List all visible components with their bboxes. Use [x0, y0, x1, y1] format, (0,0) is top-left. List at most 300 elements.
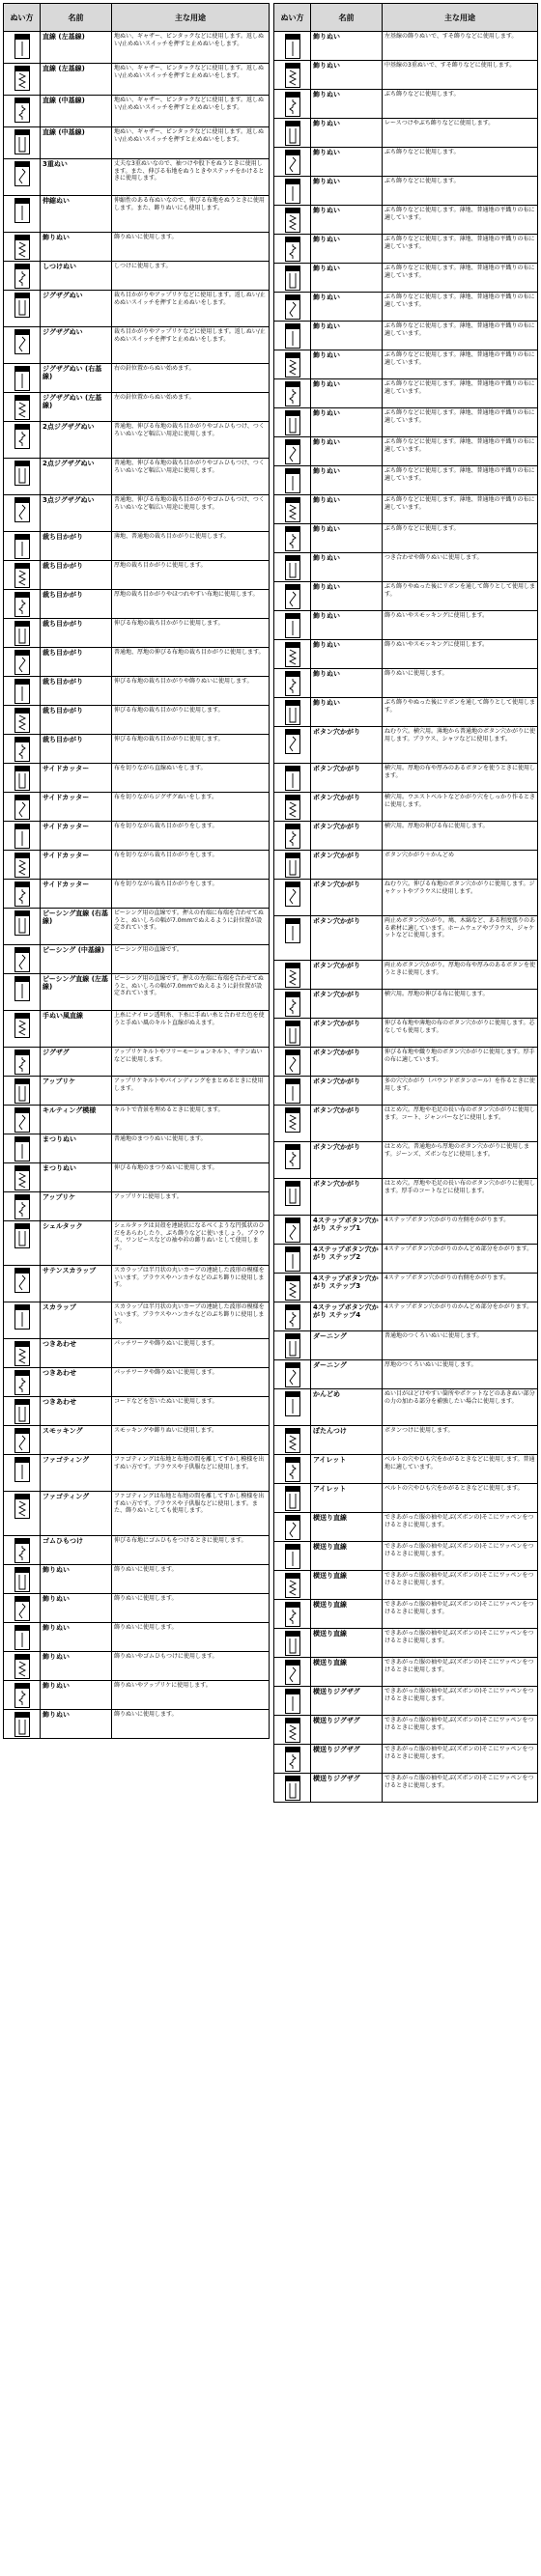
stitch-use: 地ぬい、ギャザー、ピンタックなどに使用します。返しぬい/止めぬいスイッチを押すと止めぬいをします。	[112, 32, 270, 64]
stitch-pattern-icon	[285, 1544, 300, 1569]
stitch-name: ダーニング	[311, 1331, 383, 1360]
table-row	[4, 1623, 270, 1652]
table-row	[4, 764, 270, 793]
stitch-name: アップリケ	[41, 1192, 112, 1221]
stitch-icon-cell	[274, 1360, 311, 1389]
stitch-icon-cell	[274, 764, 311, 793]
table-row	[4, 196, 270, 233]
stitch-use: アップリケに使用します。	[112, 1192, 270, 1221]
stitch-name: 横送りジグザグ	[311, 1716, 383, 1745]
stitch-icon-cell	[4, 1163, 41, 1192]
stitch-pattern-icon	[14, 1341, 30, 1366]
stitch-name: ボタン穴かがり	[311, 1019, 383, 1048]
table-row	[274, 764, 538, 793]
table-row	[4, 1221, 270, 1266]
stitch-use: 普通地のつくろいぬいに使用します。	[383, 1331, 538, 1360]
stitch-name: サイドカッター	[41, 793, 112, 822]
stitch-icon-cell	[274, 1302, 311, 1331]
stitch-pattern-icon	[285, 121, 300, 146]
stitch-name: 直線 (中基線)	[41, 96, 112, 127]
stitch-name: 飾りぬい	[311, 698, 383, 727]
stitch-use: 飾りぬいに使用します。	[112, 1565, 270, 1594]
stitch-name: 4ステップボタン穴かがり ステップ4	[311, 1302, 383, 1331]
stitch-icon-cell	[274, 990, 311, 1019]
table-row	[4, 1339, 270, 1368]
table-row	[274, 119, 538, 148]
stitch-name: 裁ち目かがり	[41, 590, 112, 619]
table-row	[4, 822, 270, 851]
table-row	[4, 1134, 270, 1163]
table-row	[4, 1106, 270, 1134]
stitch-icon-cell	[4, 1623, 41, 1652]
stitch-name: 2点ジグザグぬい	[41, 459, 112, 495]
stitch-name: 裁ち目かがり	[41, 561, 112, 590]
stitch-icon-cell	[4, 262, 41, 291]
table-row	[274, 640, 538, 669]
stitch-icon-cell	[4, 1681, 41, 1710]
table-row	[4, 619, 270, 648]
stitch-icon-cell	[4, 1011, 41, 1048]
table-row	[274, 582, 538, 611]
stitch-use: 上糸にナイロン透明糸、下糸に手ぬい糸と合わせた色を使うと手ぬい風のキルト直線がぬえます。	[112, 1011, 270, 1048]
table-row	[274, 1389, 538, 1426]
table-row	[4, 495, 270, 532]
stitch-use: はとめ穴。普通地から厚地のボタン穴かがりに使用します。ジーンズ、ズボンなどに使用します。	[383, 1142, 538, 1179]
stitch-name: 裁ち目かがり	[41, 677, 112, 706]
stitch-use: レースつけやぶち飾りなどに使用します。	[383, 119, 538, 148]
stitch-pattern-icon	[285, 1515, 300, 1540]
stitch-icon-cell	[274, 553, 311, 582]
stitch-use: 飾りぬいに使用します。	[383, 669, 538, 698]
stitch-pattern-icon	[14, 1567, 30, 1592]
stitch-icon-cell	[274, 1600, 311, 1629]
stitch-name: ボタン穴かがり	[311, 961, 383, 990]
stitch-name: シェルタック	[41, 1221, 112, 1266]
stitch-icon-cell	[4, 1339, 41, 1368]
stitch-name: ダーニング	[311, 1360, 383, 1389]
stitch-use: パッチワークや飾りぬいに使用します。	[112, 1339, 270, 1368]
table-row	[274, 1745, 538, 1774]
stitch-use: ぶち飾りなどに使用します。	[383, 148, 538, 177]
stitch-icon-cell	[274, 61, 311, 90]
stitch-pattern-icon	[285, 700, 300, 725]
stitch-icon-cell	[274, 1542, 311, 1571]
stitch-icon-cell	[4, 909, 41, 945]
stitch-pattern-icon	[14, 976, 30, 1001]
table-row	[274, 1077, 538, 1106]
table-row	[4, 1536, 270, 1565]
header-method: ぬい方	[4, 4, 41, 32]
stitch-use: ピーシング用の直線です。押えの左端に布端を合わせてぬうと、ぬいしろの幅が7.0mmでぬえるように針位置が設定されています。	[112, 974, 270, 1011]
stitch-use: 厚地のつくろいぬいに使用します。	[383, 1360, 538, 1389]
header-use: 主な用途	[383, 4, 538, 32]
table-row	[4, 706, 270, 735]
stitch-pattern-icon	[285, 439, 300, 464]
stitch-use: ピーシング用の直線です。	[112, 945, 270, 974]
stitch-use: ぶち飾りなどに使用します。	[383, 90, 538, 119]
stitch-use: 4ステップボタン穴かがりのかんどめ部分をかがります。	[383, 1302, 538, 1331]
stitch-use: 両止めボタン穴かがり。厚地の布や厚みのあるボタンを使うときに使用します。	[383, 961, 538, 990]
stitch-icon-cell	[4, 677, 41, 706]
stitch-pattern-icon	[14, 592, 30, 617]
stitch-name: つきあわせ	[41, 1397, 112, 1426]
stitch-pattern-icon	[14, 1370, 30, 1395]
stitch-pattern-icon	[285, 1602, 300, 1627]
stitch-pattern-icon	[285, 1021, 300, 1046]
stitch-icon-cell	[4, 851, 41, 880]
stitch-use: ぶち飾りなどに使用します。薄地、普通地の平織りの布に適しています。	[383, 350, 538, 379]
stitch-name: 飾りぬい	[311, 148, 383, 177]
stitch-use: 4ステップボタン穴かがりの左側をかがります。	[383, 1216, 538, 1245]
stitch-use: 伸びる布地の裁ち目かがりや飾りぬいに使用します。	[112, 677, 270, 706]
stitch-use: 飾りぬいやアップリケに使用します。	[112, 1681, 270, 1710]
stitch-use: 伸びる布地の裁ち目かがりに使用します。	[112, 706, 270, 735]
stitch-icon-cell	[274, 1571, 311, 1600]
stitch-use: 左基線の飾りぬいで、すそ飾りなどに使用します。	[383, 32, 538, 61]
table-row	[4, 1011, 270, 1048]
stitch-icon-cell	[4, 127, 41, 159]
stitch-pattern-icon	[285, 323, 300, 349]
stitch-pattern-icon	[14, 34, 30, 59]
stitch-icon-cell	[274, 961, 311, 990]
stitch-pattern-icon	[285, 1718, 300, 1743]
table-row	[274, 1687, 538, 1716]
stitch-use: アップリケキルトやパインディングをまとめるときに使用します。	[112, 1077, 270, 1106]
stitch-icon-cell	[4, 1594, 41, 1623]
header-name: 名前	[41, 4, 112, 32]
stitch-use: 地ぬい、ギャザー、ピンタックなどに使用します。返しぬい/止めぬいスイッチを押すと止めぬいをします。	[112, 64, 270, 96]
stitch-use: ボタン穴かがり＋かんどめ	[383, 851, 538, 880]
stitch-icon-cell	[274, 1513, 311, 1542]
table-row	[274, 1245, 538, 1274]
stitch-pattern-icon	[285, 729, 300, 754]
stitch-use: 裁ち目かがりやアップリケなどに使用します。返しぬい/止めぬいスイッチを押すと止めぬいをします。	[112, 327, 270, 364]
stitch-icon-cell	[4, 764, 41, 793]
stitch-icon-cell	[4, 1134, 41, 1163]
stitch-name: ボタン穴かがり	[311, 851, 383, 880]
stitch-icon-cell	[274, 379, 311, 408]
stitch-pattern-icon	[14, 1712, 30, 1737]
stitch-use: できあがった服の袖や足ぶ(ズボンの)そこにワッペンをつけるときに使用します。	[383, 1745, 538, 1774]
stitch-use: 横穴用。厚地の伸びる布に使用します。	[383, 822, 538, 851]
stitch-name: 飾りぬい	[311, 379, 383, 408]
table-row	[274, 1716, 538, 1745]
stitch-name: 横送りジグザグ	[311, 1745, 383, 1774]
stitch-pattern-icon	[285, 1333, 300, 1358]
table-row	[4, 364, 270, 393]
stitch-icon-cell	[4, 1710, 41, 1739]
stitch-pattern-icon	[14, 1078, 30, 1104]
table-row	[4, 233, 270, 262]
stitch-icon-cell	[4, 1652, 41, 1681]
table-row	[274, 1179, 538, 1216]
stitch-name: アップリケ	[41, 1077, 112, 1106]
stitch-pattern-icon	[285, 1428, 300, 1453]
stitch-use: 布を切りながらジグザグぬいをします。	[112, 793, 270, 822]
table-row	[4, 793, 270, 822]
stitch-icon-cell	[274, 727, 311, 764]
stitch-use: 飾りぬいに使用します。	[112, 1594, 270, 1623]
stitch-pattern-icon	[14, 853, 30, 878]
stitch-icon-cell	[274, 1048, 311, 1077]
stitch-name: サテンスカラップ	[41, 1266, 112, 1302]
stitch-pattern-icon	[14, 1538, 30, 1563]
table-row	[4, 909, 270, 945]
stitch-pattern-icon	[14, 563, 30, 588]
stitch-use: ぶち飾りなどに使用します。薄地、普通地の平織りの布に適しています。	[383, 408, 538, 437]
stitch-pattern-icon	[14, 1399, 30, 1424]
stitch-use: 普通地、伸びる布地の裁ち目かがりやゴムひもつけ、つくろいぬいなど幅広い用途に使用します。	[112, 459, 270, 495]
stitch-pattern-icon	[285, 642, 300, 667]
stitch-use: ぶち飾りなどに使用します。薄地、普通地の平織りの布に適しています。	[383, 379, 538, 408]
stitch-use: 普通地、伸びる布地の裁ち目かがりやゴムひもつけ、つくろいぬいなど幅広い用途に使用します。	[112, 495, 270, 532]
table-row	[274, 1571, 538, 1600]
stitch-name: 飾りぬい	[311, 90, 383, 119]
stitch-icon-cell	[274, 322, 311, 350]
table-row	[274, 1542, 538, 1571]
stitch-icon-cell	[4, 1536, 41, 1565]
stitch-pattern-icon	[285, 1573, 300, 1598]
stitch-icon-cell	[4, 793, 41, 822]
stitch-icon-cell	[274, 1426, 311, 1455]
stitch-pattern-icon	[14, 1165, 30, 1190]
stitch-icon-cell	[274, 1629, 311, 1658]
stitch-pattern-icon	[14, 1136, 30, 1162]
stitch-pattern-icon	[14, 708, 30, 733]
stitch-name: 飾りぬい	[41, 233, 112, 262]
stitch-icon-cell	[274, 235, 311, 264]
stitch-name: ジグザグぬい	[41, 327, 112, 364]
stitch-name: 直線 (左基線)	[41, 32, 112, 64]
stitch-use: 左の針位置からぬい始めます。	[112, 393, 270, 422]
stitch-icon-cell	[4, 96, 41, 127]
stitch-use: ベルトの穴やひも穴をかがるときなどに使用します。普通地に適しています。	[383, 1455, 538, 1484]
stitch-use: ファゴティングは布地と布地の間を離してすかし模様を出すぬい方です。ブラウスや子供服などに使用します。	[112, 1455, 270, 1492]
table-row	[4, 1652, 270, 1681]
stitch-use: 多の穴穴かがり（パウンドボタンホール）を作るときに使用します。	[383, 1077, 538, 1106]
table-row	[274, 1455, 538, 1484]
stitch-use: 横穴用。厚地の伸びる布に使用します。	[383, 990, 538, 1019]
stitch-icon-cell	[274, 1389, 311, 1426]
stitch-use: ベルトの穴やひも穴をかがるときなどに使用します。	[383, 1484, 538, 1513]
stitch-use: 両止めボタン穴かがり。鳩、木綿など、ある程度張りのある素材に適しています。ホームウェアやブラウス、ジャケットなどに使用します。	[383, 916, 538, 961]
table-row	[274, 408, 538, 437]
stitch-icon-cell	[4, 945, 41, 974]
stitch-icon-cell	[4, 233, 41, 262]
stitch-name: 直線 (中基線)	[41, 127, 112, 159]
table-row	[4, 32, 270, 64]
stitch-pattern-icon	[14, 235, 30, 260]
stitch-use: 伸びる布地のまつりぬいに使用します。	[112, 1163, 270, 1192]
stitch-use: できあがった服の袖や足ぶ(ズボンの)そこにワッペンをつけるときに使用します。	[383, 1629, 538, 1658]
stitch-icon-cell	[274, 1274, 311, 1302]
stitch-pattern-icon	[285, 1181, 300, 1206]
stitch-icon-cell	[4, 590, 41, 619]
stitch-pattern-icon	[14, 161, 30, 186]
stitch-icon-cell	[274, 611, 311, 640]
table-row	[274, 61, 538, 90]
stitch-use: 伸びる布地の裁ち目かがりに使用します。	[112, 735, 270, 764]
stitch-pattern-icon	[285, 63, 300, 88]
stitch-use: できあがった服の袖や足ぶ(ズボンの)そこにワッペンをつけるときに使用します。	[383, 1600, 538, 1629]
stitch-name: 4ステップボタン穴かがり ステップ2	[311, 1245, 383, 1274]
stitch-pattern-icon	[14, 424, 30, 449]
stitch-icon-cell	[274, 669, 311, 698]
stitch-name: 伸縮ぬい	[41, 196, 112, 233]
stitch-pattern-icon	[285, 613, 300, 638]
stitch-name: ゴムひもつけ	[41, 1536, 112, 1565]
stitch-pattern-icon	[14, 621, 30, 646]
stitch-use: 布を切りながら裁ち目かがりをします。	[112, 822, 270, 851]
table-row	[274, 495, 538, 524]
stitch-pattern-icon	[285, 352, 300, 378]
stitch-name: ピーシング (中基線)	[41, 945, 112, 974]
stitch-use: 伸びる布地や薄地の布のボタン穴かがりに使用します。芯なしでも使用します。	[383, 1019, 538, 1048]
table-row	[274, 264, 538, 293]
table-row	[4, 880, 270, 909]
table-row	[4, 1302, 270, 1339]
stitch-pattern-icon	[285, 1391, 300, 1416]
stitch-use: 伸びる布地や織り地のボタン穴かがりに使用します。厚手の布に適しています。	[383, 1048, 538, 1077]
table-row	[4, 393, 270, 422]
table-row	[274, 1426, 538, 1455]
stitch-name: ボタン穴かがり	[311, 1142, 383, 1179]
stitch-name: 裁ち目かがり	[41, 735, 112, 764]
table-row	[274, 553, 538, 582]
stitch-icon-cell	[4, 706, 41, 735]
table-row	[4, 1426, 270, 1455]
stitch-use: はとめ穴。厚地や毛足の長い布のボタン穴かがりに使用します。厚手のコートなどに使用します。	[383, 1179, 538, 1216]
table-row	[4, 262, 270, 291]
stitch-icon-cell	[4, 1565, 41, 1594]
stitch-name: ボタン穴かがり	[311, 880, 383, 916]
stitch-name: 飾りぬい	[41, 1681, 112, 1710]
stitch-name: 飾りぬい	[41, 1594, 112, 1623]
stitch-use: 飾りぬいに使用します。	[112, 233, 270, 262]
stitch-name: 飾りぬい	[311, 177, 383, 206]
stitch-pattern-icon	[14, 1494, 30, 1519]
stitch-pattern-icon	[14, 98, 30, 123]
table-row	[274, 916, 538, 961]
stitch-use: 地ぬい、ギャザー、ピンタックなどに使用します。返しぬい/止めぬいスイッチを押すと止めぬいをします。	[112, 96, 270, 127]
stitch-icon-cell	[274, 206, 311, 235]
stitch-pattern-icon	[14, 1304, 30, 1330]
stitch-pattern-icon	[285, 497, 300, 522]
stitch-name: 飾りぬい	[311, 264, 383, 293]
table-row	[274, 524, 538, 553]
stitch-icon-cell	[274, 437, 311, 466]
stitch-name: ぼたんつけ	[311, 1426, 383, 1455]
table-row	[4, 1565, 270, 1594]
table-row	[274, 379, 538, 408]
stitch-pattern-icon	[14, 1457, 30, 1482]
table-row	[4, 677, 270, 706]
stitch-name: かんどめ	[311, 1389, 383, 1426]
stitch-name: 横送り直線	[311, 1658, 383, 1687]
stitch-icon-cell	[4, 1106, 41, 1134]
stitch-icon-cell	[4, 64, 41, 96]
stitch-pattern-icon	[285, 1107, 300, 1133]
stitch-icon-cell	[274, 640, 311, 669]
stitch-name: ボタン穴かがり	[311, 822, 383, 851]
table-header-row	[274, 4, 538, 32]
stitch-icon-cell	[274, 1106, 311, 1142]
stitch-pattern-icon	[285, 92, 300, 117]
stitch-pattern-icon	[285, 795, 300, 820]
table-row	[274, 322, 538, 350]
stitch-icon-cell	[4, 619, 41, 648]
stitch-pattern-icon	[285, 766, 300, 791]
stitch-use: しつけに使用します。	[112, 262, 270, 291]
stitch-pattern-icon	[285, 853, 300, 878]
table-row	[4, 64, 270, 96]
stitch-use: 中基線の3重ぬいで、すそ飾りなどに使用します。	[383, 61, 538, 90]
table-row	[274, 822, 538, 851]
table-row	[274, 350, 538, 379]
stitch-pattern-icon	[14, 395, 30, 420]
stitch-icon-cell	[274, 524, 311, 553]
stitch-pattern-icon	[14, 66, 30, 91]
stitch-pattern-icon	[285, 150, 300, 175]
stitch-name: 裁ち目かがり	[41, 532, 112, 561]
table-row	[274, 90, 538, 119]
stitch-icon-cell	[4, 1077, 41, 1106]
stitch-use: 丈夫な3重ぬいなので、袖つけや股下をぬうときに使用します。また、伸びる布地をぬうときやステッチをかけるときに使用します。	[112, 159, 270, 196]
stitch-icon-cell	[4, 1492, 41, 1536]
stitch-icon-cell	[274, 880, 311, 916]
table-row	[274, 177, 538, 206]
stitch-name: 飾りぬい	[41, 1652, 112, 1681]
stitch-name: つきあわせ	[41, 1339, 112, 1368]
stitch-pattern-icon	[14, 1223, 30, 1248]
stitch-name: 横送りジグザグ	[311, 1687, 383, 1716]
stitch-icon-cell	[4, 159, 41, 196]
stitch-use: ぶち飾りなどに使用します。薄地、普通地の平織りの布に適しています。	[383, 264, 538, 293]
stitch-name: 飾りぬい	[311, 119, 383, 148]
table-row	[274, 437, 538, 466]
stitch-icon-cell	[274, 495, 311, 524]
table-row	[274, 466, 538, 495]
stitch-name: ボタン穴かがり	[311, 1077, 383, 1106]
stitch-name: 飾りぬい	[311, 206, 383, 235]
table-row	[4, 1048, 270, 1077]
stitch-pattern-icon	[285, 410, 300, 435]
table-row	[274, 880, 538, 916]
stitch-pattern-icon	[285, 237, 300, 262]
stitch-use: ぶち飾りなどに使用します。薄地、普通地の平織りの布に適しています。	[383, 466, 538, 495]
stitch-pattern-icon	[285, 1144, 300, 1169]
stitch-pattern-icon	[14, 264, 30, 289]
stitch-name: 横送り直線	[311, 1571, 383, 1600]
stitch-icon-cell	[4, 735, 41, 764]
stitch-use: 薄地、普通地の裁ち目かがりに使用します。	[112, 532, 270, 561]
stitch-pattern-icon	[285, 1246, 300, 1272]
table-row	[274, 293, 538, 322]
stitch-pattern-icon	[285, 381, 300, 406]
table-row	[274, 1513, 538, 1542]
stitch-use: 飾りぬいに使用します。	[112, 1623, 270, 1652]
stitch-name: 飾りぬい	[311, 524, 383, 553]
stitch-pattern-icon	[285, 992, 300, 1017]
stitch-icon-cell	[4, 291, 41, 327]
stitch-icon-cell	[274, 408, 311, 437]
stitch-icon-cell	[4, 393, 41, 422]
stitch-use: ぶち飾りなどに使用します。薄地、普通地の平織りの布に適しています。	[383, 235, 538, 264]
table-row	[274, 1600, 538, 1629]
stitch-name: ボタン穴かがり	[311, 727, 383, 764]
stitch-use: 4ステップボタン穴かがりの右側をかがります。	[383, 1274, 538, 1302]
stitch-name: キルティング模様	[41, 1106, 112, 1134]
